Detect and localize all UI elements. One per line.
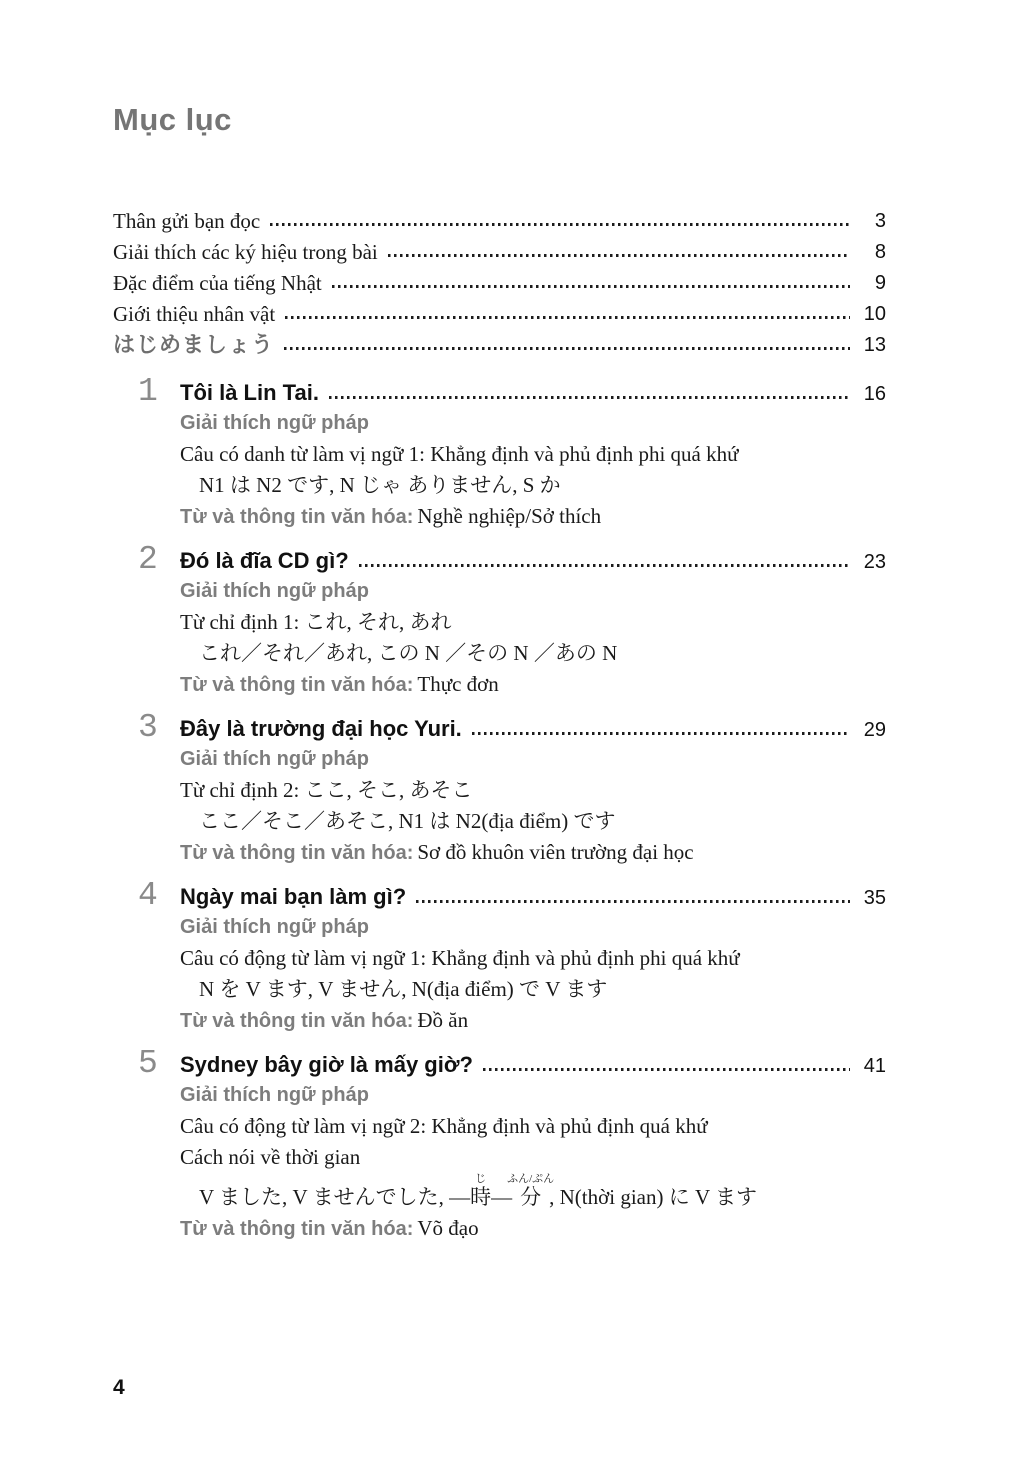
culture-label: Từ và thông tin văn hóa: xyxy=(180,842,414,864)
grammar-line: Câu có danh từ làm vị ngữ 1: Khẳng định và phủ định phi quá khứ xyxy=(180,442,739,466)
grammar-line: Câu có động từ làm vị ngữ 1: Khẳng định và phủ định phi quá khứ xyxy=(180,946,740,970)
culture-row xyxy=(180,1005,886,1038)
entry-label: Đặc điểm của tiếng Nhật xyxy=(113,271,322,295)
culture-row xyxy=(180,501,886,534)
toc-entry-gioi-thieu-nhan-vat[interactable] xyxy=(113,297,886,328)
furigana-hour: じ xyxy=(470,1173,492,1185)
toc-entry-hajimemashou[interactable] xyxy=(113,328,886,359)
entry-page-number: 10 xyxy=(863,303,886,325)
culture-text: Đồ ăn xyxy=(417,1008,469,1032)
grammar-line: Câu có động từ làm vị ngữ 2: Khẳng định và phủ định quá khứ xyxy=(180,1114,708,1138)
culture-label: Từ và thông tin văn hóa: xyxy=(180,506,414,528)
lesson-number: 3 xyxy=(138,709,158,746)
kanji-hour: 時 xyxy=(470,1185,492,1209)
lesson-title-row[interactable] xyxy=(180,543,886,576)
lesson-page-number: 35 xyxy=(863,887,886,909)
front-matter-list xyxy=(113,204,886,359)
ruby-minute xyxy=(507,1173,555,1209)
grammar-pattern: ここ／そこ／あそこ, N1 は N2(địa điểm) です xyxy=(199,809,616,833)
dotted-leader xyxy=(332,285,850,288)
entry-label: はじめましょう xyxy=(113,332,275,357)
entry-page-number: 3 xyxy=(874,210,886,232)
lesson-list xyxy=(113,375,886,1246)
lesson-page-number: 41 xyxy=(863,1055,886,1077)
toc-entry-giai-thich-ky-hieu[interactable] xyxy=(113,235,886,266)
grammar-heading: Giải thích ngữ pháp xyxy=(180,1084,369,1106)
grammar-pattern: N を V ます, V ません, N(địa điểm) で V ます xyxy=(199,977,608,1001)
lesson-page-number: 16 xyxy=(863,383,886,405)
entry-page-number: 13 xyxy=(863,334,886,356)
entry-label: Giải thích các ký hiệu trong bài xyxy=(113,240,378,264)
culture-label: Từ và thông tin văn hóa: xyxy=(180,1010,414,1032)
culture-row xyxy=(180,837,886,870)
culture-text: Võ đạo xyxy=(417,1216,479,1240)
lesson-entry-1 xyxy=(113,375,886,534)
lesson-entry-3 xyxy=(113,711,886,870)
lesson-page-number: 29 xyxy=(863,719,886,741)
grammar-pattern: これ／それ／あれ, この N ／その N ／あの N xyxy=(199,641,618,665)
grammar-line: Từ chỉ định 2: ここ, そこ, あそこ xyxy=(180,778,473,802)
entry-label: Thân gửi bạn đọc xyxy=(113,209,261,233)
culture-text: Sơ đồ khuôn viên trường đại học xyxy=(417,840,694,864)
dotted-leader xyxy=(270,223,850,226)
dotted-leader xyxy=(284,347,850,350)
toc-entry-dac-diem-tieng-nhat[interactable] xyxy=(113,266,886,297)
dotted-leader xyxy=(416,900,850,903)
lesson-number: 2 xyxy=(138,541,158,578)
grammar-pattern xyxy=(180,1173,886,1213)
entry-page-number: 8 xyxy=(874,241,886,263)
furigana-minute: ふん/ぷん xyxy=(507,1173,555,1185)
lesson-title: Sydney bây giờ là mấy giờ? xyxy=(180,1052,473,1077)
dotted-leader xyxy=(483,1068,850,1071)
page-title: Mục lục xyxy=(113,102,232,137)
grammar-heading: Giải thích ngữ pháp xyxy=(180,916,369,938)
lesson-title-row[interactable] xyxy=(180,711,886,744)
lesson-number: 1 xyxy=(138,373,158,410)
lesson-title: Ngày mai bạn làm gì? xyxy=(180,884,407,909)
culture-label: Từ và thông tin văn hóa: xyxy=(180,1218,414,1240)
pattern-text: , N(thời gian) に V ます xyxy=(549,1185,758,1209)
lesson-title: Đây là trường đại học Yuri. xyxy=(180,716,462,741)
culture-text: Nghề nghiệp/Sở thích xyxy=(417,504,602,528)
lesson-title-row[interactable] xyxy=(180,879,886,912)
dotted-leader xyxy=(329,396,850,399)
entry-page-number: 9 xyxy=(874,272,886,294)
ruby-hour xyxy=(470,1173,492,1209)
dotted-leader xyxy=(472,732,850,735)
toc-entry-than-gui-ban-doc[interactable] xyxy=(113,204,886,235)
lesson-entry-2 xyxy=(113,543,886,702)
culture-row xyxy=(180,1213,886,1246)
lesson-entry-5 xyxy=(113,1047,886,1246)
pattern-text: V ました, V ませんでした, ― xyxy=(199,1185,471,1209)
lesson-title-row[interactable] xyxy=(180,1047,886,1080)
entry-label: Giới thiệu nhân vật xyxy=(113,302,276,326)
grammar-line: Cách nói về thời gian xyxy=(180,1145,361,1169)
lesson-title-row[interactable] xyxy=(180,375,886,408)
kanji-minute: 分 xyxy=(507,1185,555,1209)
culture-row xyxy=(180,669,886,702)
lesson-number: 4 xyxy=(138,877,158,914)
dotted-leader xyxy=(388,254,850,257)
lesson-page-number: 23 xyxy=(863,551,886,573)
pattern-text: ― xyxy=(491,1185,513,1209)
lesson-title: Tôi là Lin Tai. xyxy=(180,380,319,405)
toc-page xyxy=(113,0,886,1255)
dotted-leader xyxy=(285,316,850,319)
lesson-entry-4 xyxy=(113,879,886,1038)
grammar-pattern: N1 は N2 です, N じゃ ありません, S か xyxy=(199,473,561,497)
grammar-heading: Giải thích ngữ pháp xyxy=(180,748,369,770)
grammar-line: Từ chỉ định 1: これ, それ, あれ xyxy=(180,610,452,634)
grammar-heading: Giải thích ngữ pháp xyxy=(180,580,369,602)
culture-label: Từ và thông tin văn hóa: xyxy=(180,674,414,696)
lesson-title: Đó là đĩa CD gì? xyxy=(180,548,349,573)
folio-page-number: 4 xyxy=(113,1376,125,1399)
lesson-number: 5 xyxy=(138,1045,158,1082)
dotted-leader xyxy=(359,564,850,567)
culture-text: Thực đơn xyxy=(417,672,499,696)
grammar-heading: Giải thích ngữ pháp xyxy=(180,412,369,434)
